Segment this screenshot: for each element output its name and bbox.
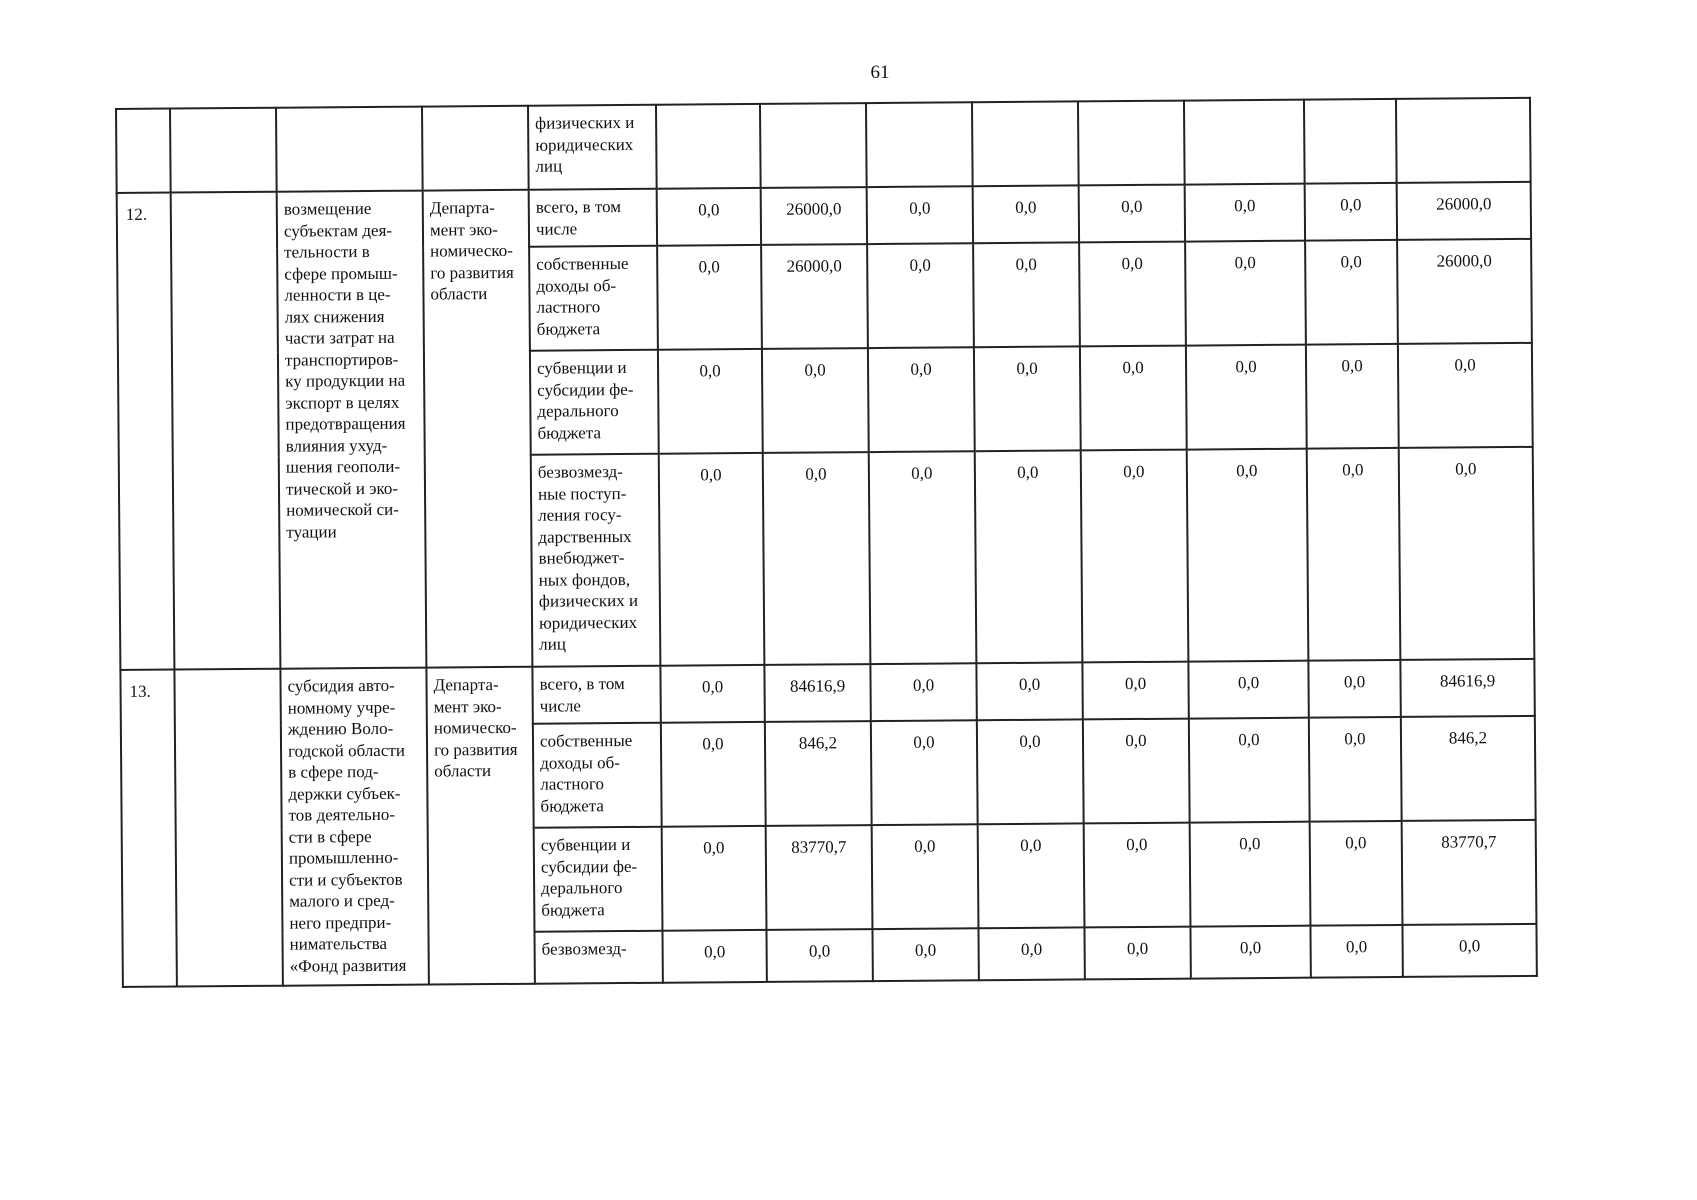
value-cell: 0,0 (1398, 343, 1533, 448)
value-cell: 0,0 (1190, 822, 1311, 927)
funding-table (115, 97, 1538, 988)
row-index: 12. (117, 193, 175, 670)
value-cell: 0,0 (662, 930, 766, 983)
value-cell: 0,0 (1307, 448, 1401, 661)
value-cell: 0,0 (762, 348, 869, 453)
value-cell: 0,0 (1079, 242, 1186, 347)
value-cell: 0,0 (766, 929, 872, 982)
value-cell: 0,0 (1305, 240, 1398, 345)
value-cell: 0,0 (659, 453, 765, 666)
value-cell: 0,0 (1084, 927, 1190, 980)
value-cell (656, 104, 761, 189)
value-cell: 26000,0 (1397, 182, 1531, 240)
funding-source: всего, в том числе (532, 666, 660, 724)
value-cell: 0,0 (1188, 661, 1308, 719)
row-index: 13. (120, 670, 176, 987)
value-cell: 0,0 (1305, 183, 1397, 241)
value-cell: 0,0 (1402, 924, 1536, 977)
value-cell: 846,2 (1401, 716, 1536, 821)
value-cell: 0,0 (974, 346, 1081, 451)
value-cell (1304, 99, 1397, 184)
funding-source: субвенции и субсидии фе- дерального бюджета (534, 827, 663, 932)
index-cell (116, 109, 171, 193)
value-cell: 0,0 (973, 242, 1080, 347)
value-cell: 84616,9 (764, 664, 870, 722)
value-cell (1396, 98, 1531, 183)
value-cell: 0,0 (1082, 662, 1188, 720)
value-cell: 0,0 (662, 826, 767, 931)
value-cell: 0,0 (661, 722, 766, 827)
value-cell: 0,0 (977, 719, 1084, 824)
value-cell: 0,0 (1399, 447, 1535, 660)
funding-source-cell: физических и юридических лиц (528, 105, 657, 190)
value-cell: 846,2 (765, 721, 872, 826)
value-cell: 0,0 (976, 662, 1082, 720)
value-cell: 0,0 (657, 188, 761, 246)
value-cell: 0,0 (1079, 185, 1185, 243)
value-cell: 83770,7 (1402, 820, 1537, 925)
value-cell: 0,0 (1185, 184, 1305, 242)
measure-name: возмещение субъектам дея- тельности в сфере промыш- ленности в це- лях снижения части затрат на транспортиров- ку продукции на экспорт в целях предотвращения влияния ухуд- шения геополи- тической и эко- номической си- туации (277, 191, 427, 669)
value-cell: 0,0 (867, 243, 974, 348)
value-cell: 84616,9 (1400, 659, 1534, 717)
page-number: 61 (870, 62, 890, 83)
value-cell: 0,0 (868, 347, 975, 452)
name-cell (276, 107, 423, 192)
value-cell: 0,0 (978, 927, 1084, 980)
value-cell: 0,0 (658, 349, 763, 454)
value-cell: 0,0 (975, 450, 1083, 663)
carryover-row (116, 98, 1531, 193)
funding-source: собственные доходы об- ластного бюджета (529, 246, 658, 351)
value-cell (1184, 100, 1305, 185)
code-cell (171, 192, 281, 670)
value-cell: 26000,0 (761, 187, 867, 245)
value-cell: 0,0 (763, 452, 871, 665)
value-cell: 26000,0 (761, 244, 868, 349)
value-cell: 0,0 (867, 186, 973, 244)
value-cell: 26000,0 (1397, 239, 1532, 344)
value-cell: 0,0 (978, 823, 1085, 928)
funding-source: всего, в том числе (529, 189, 657, 247)
value-cell: 0,0 (1309, 717, 1402, 822)
funding-source: субвенции и субсидии фе- дерального бюджета (530, 350, 659, 455)
value-cell: 0,0 (1308, 660, 1400, 718)
value-cell: 0,0 (870, 663, 976, 721)
value-cell: 0,0 (872, 928, 978, 981)
executor-name: Департа- мент эко- номическо- го развития области (423, 190, 533, 668)
value-cell: 0,0 (1189, 718, 1310, 823)
funding-source: безвозмезд- ные поступ- ления госу- дарственных внебюджет- ных фондов, физических и юридических лиц (531, 454, 661, 667)
funding-source: собственные доходы об- ластного бюджета (533, 723, 662, 828)
value-cell: 0,0 (1186, 345, 1307, 450)
value-cell (1078, 101, 1185, 186)
value-cell: 0,0 (1310, 821, 1403, 926)
value-cell: 0,0 (1187, 449, 1309, 662)
code-cell (174, 669, 282, 987)
value-cell: 0,0 (1306, 344, 1399, 449)
value-cell: 0,0 (1310, 925, 1402, 978)
measure-name: субсидия авто- номному учре- ждению Воло- годской области в сфере под- держки субъек- тов деятельно- сти в сфере промышленно- сти и субъектов малого и сред- него предпри- нимательства «Фонд развития (280, 668, 428, 986)
value-cell: 0,0 (1185, 241, 1306, 346)
value-cell: 0,0 (1084, 823, 1191, 928)
value-cell (760, 103, 867, 188)
code-cell (170, 108, 277, 193)
value-cell: 0,0 (869, 451, 977, 664)
value-cell (866, 102, 973, 187)
value-cell: 0,0 (871, 720, 978, 825)
value-cell: 0,0 (1080, 346, 1187, 451)
value-cell: 0,0 (973, 185, 1079, 243)
value-cell: 0,0 (1081, 450, 1189, 663)
value-cell: 0,0 (1190, 926, 1310, 979)
value-cell: 0,0 (657, 245, 762, 350)
value-cell: 0,0 (872, 824, 979, 929)
value-cell (972, 101, 1079, 186)
executor-cell (422, 106, 529, 191)
funding-source: безвозмезд- (534, 931, 662, 984)
executor-name: Департа- мент эко- номическо- го развития области (426, 667, 534, 985)
value-cell: 0,0 (1083, 719, 1190, 824)
value-cell: 83770,7 (766, 825, 873, 930)
value-cell: 0,0 (660, 665, 764, 723)
